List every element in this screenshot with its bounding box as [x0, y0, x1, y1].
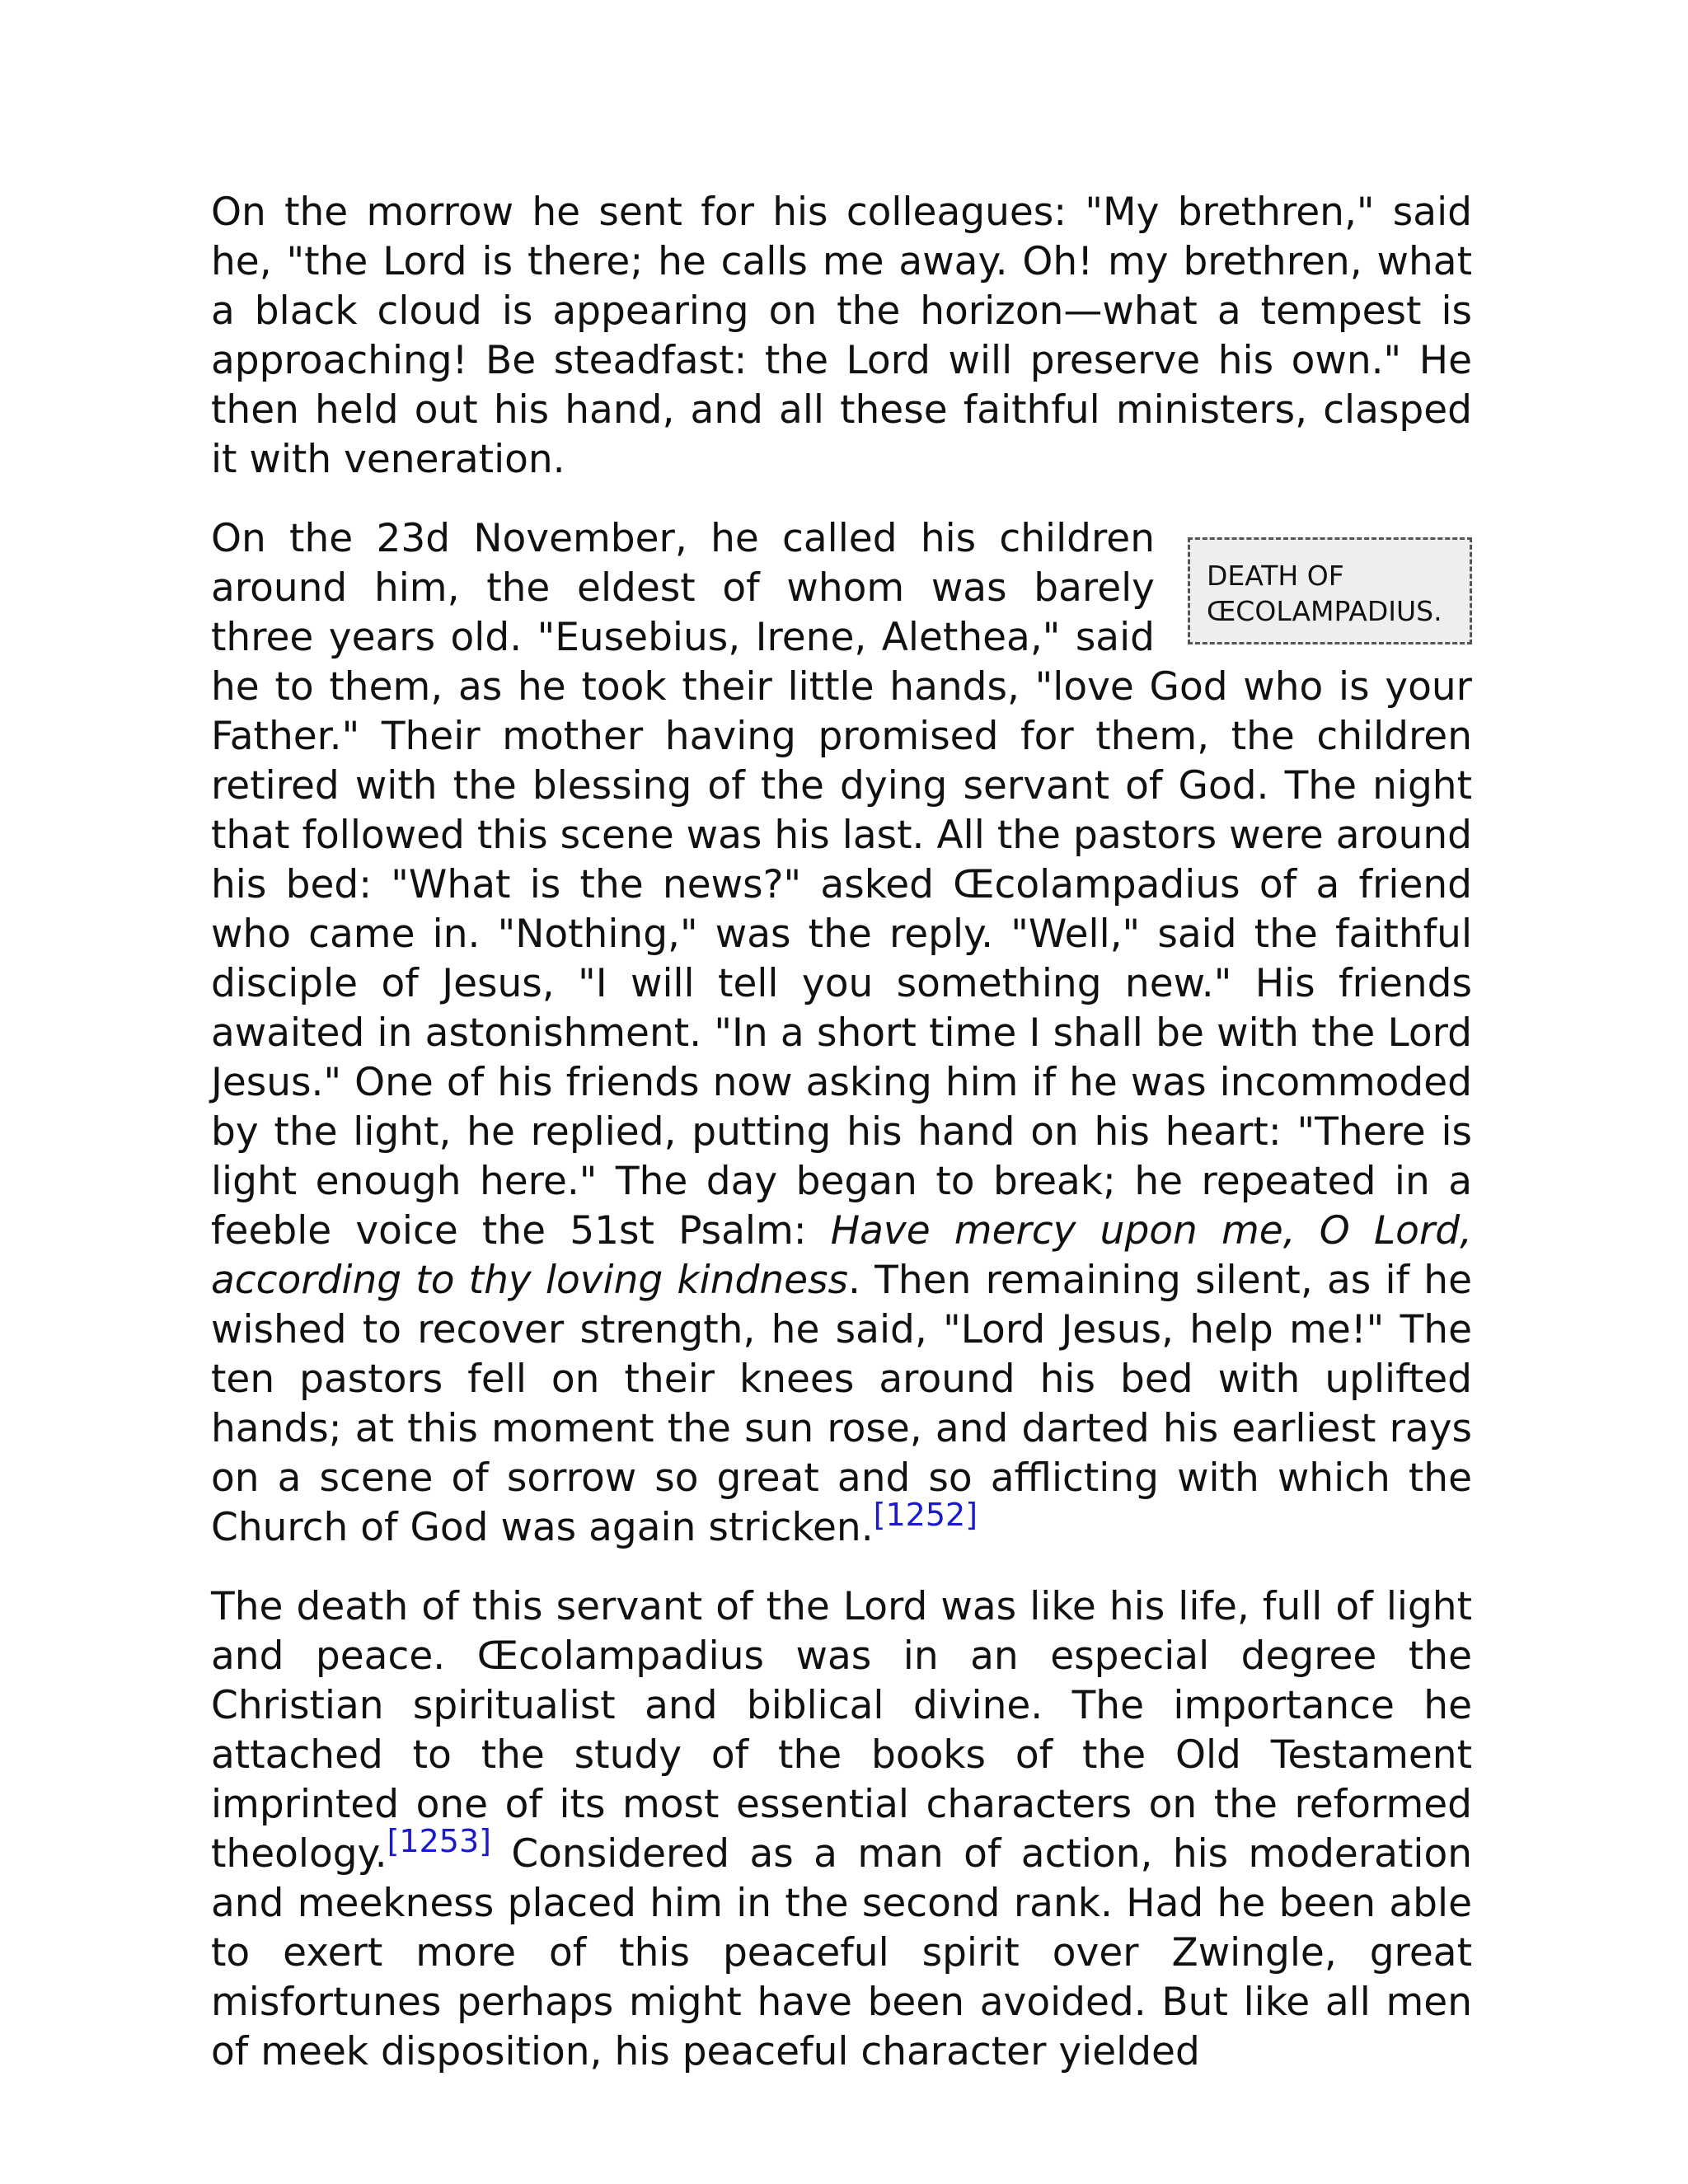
- paragraph-morrow: On the morrow he sent for his colleagues: "My brethren," said he, "the Lord is there; he calls me away. Oh! my brethren, what a black cloud is appearing on the horizon—what a tempest is approaching! Be steadfast: the Lord will preserve his own." He then held out his hand, and all these faithful ministers, clasped it with veneration.: [211, 190, 1472, 482]
- footnote-link-1253[interactable]: [1253]: [387, 1823, 491, 1859]
- paragraph-character: [211, 1582, 1472, 2077]
- paragraph-character-text: The death of this servant of the Lord was like his life, full of light and peace. Œcolampadius was in an especial degree the Christian spiritualist and biblical divine. The importance he attached to the study of the books of the Old Testament imprinted one of its most essential characters on the reformed theology.: [211, 1584, 1472, 1877]
- paragraph-death: [211, 514, 1472, 1553]
- paragraph-death-text: On the 23d November, he called his children around him, the eldest of whom was barely three years old. "Eusebius, Irene, Alethea," said he to them, as he took their little hands, "love God who is your Father." Their mother having promised for them, the children retired with the blessing of the dying servant of God. The night that followed this scene was his last. All the pastors were around his bed: "What is the news?" asked Œcolampadius of a friend who came in. "Nothing," was the reply. "Well," said the faithful disciple of Jesus, "I will tell you something new." His friends awaited in astonishment. "In a short time I shall be with the Lord Jesus." One of his friends now asking him if he was incommoded by the light, he replied, putting his hand on his heart: "There is light enough here." The day began to break; he repeated in a feeble voice the 51st Psalm:: [211, 516, 1472, 1254]
- footnote-link-1252[interactable]: [1252]: [873, 1497, 978, 1533]
- sidenote-death-of-oecolampadius: [1188, 537, 1472, 644]
- paragraph-death-text-end: . Then remaining silent, as if he wished to recover strength, he said, "Lord Jesus, help me!" The ten pastors fell on their knees around his bed with uplifted hands; at this moment the sun rose, and darted his earliest rays on a scene of sorrow so great and so afflicting with which the Church of God was again stricken.: [211, 1258, 1472, 1550]
- psalm-quote: Have mercy upon me, O Lord, according to thy loving kindness: [211, 1208, 1473, 1303]
- paragraph-character-text-end: Considered as a man of action, his moderation and meekness placed him in the second rank. Had he been able to exert more of this peaceful spirit over Zwingle, great misfortunes perhaps might have been avoided. But like all men of meek disposition, his peaceful character yielded: [211, 1831, 1472, 2074]
- sidenote-line-1: DEATH OF: [1207, 560, 1344, 592]
- sidenote-line-2: ŒCOLAMPADIUS.: [1207, 595, 1442, 627]
- document-page: [211, 188, 1472, 2107]
